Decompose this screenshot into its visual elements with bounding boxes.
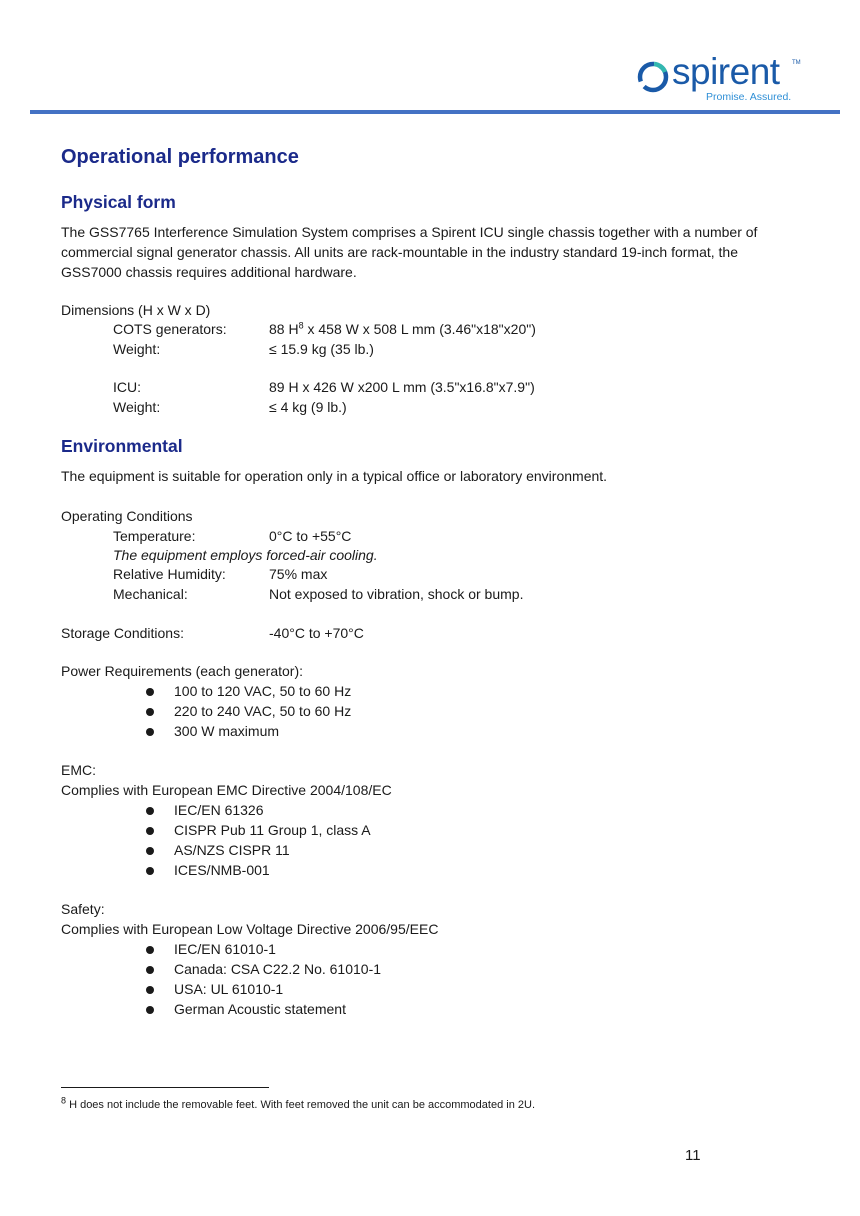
bullet-icon bbox=[146, 986, 154, 994]
header-rule bbox=[30, 110, 840, 114]
cots-label: COTS generators: bbox=[113, 321, 227, 337]
spirent-logo bbox=[636, 51, 806, 104]
logo-tagline: Promise. Assured. bbox=[706, 91, 792, 103]
emc-item: IEC/EN 61326 bbox=[174, 802, 264, 818]
section-title: Operational performance bbox=[61, 146, 299, 168]
mechanical-label: Mechanical: bbox=[113, 586, 188, 602]
icu-weight-label: Weight: bbox=[113, 399, 161, 415]
footnote-mark: 8 bbox=[61, 1095, 67, 1106]
bullet-icon bbox=[146, 966, 154, 974]
cooling-note: The equipment employs forced-air cooling. bbox=[113, 547, 378, 563]
emc-label: EMC: bbox=[61, 762, 96, 778]
safety-label: Safety: bbox=[61, 901, 105, 917]
bullet-icon bbox=[146, 847, 154, 855]
page-number: 11 bbox=[685, 1147, 701, 1164]
logo-wordmark: spirent bbox=[672, 51, 780, 92]
safety-item: German Acoustic statement bbox=[174, 1001, 346, 1017]
bullet-icon bbox=[146, 688, 154, 696]
storage-conditions-label: Storage Conditions: bbox=[61, 625, 184, 641]
bullet-icon bbox=[146, 708, 154, 716]
temperature-value: 0°C to +55°C bbox=[269, 528, 352, 544]
dimensions-label: Dimensions (H x W x D) bbox=[61, 302, 211, 318]
cots-value: 88 $H^8$ x 458 W x 508 L mm (3.46"x18"x20") bbox=[269, 320, 536, 337]
icu-label: ICU: bbox=[113, 379, 141, 395]
bullet-icon bbox=[146, 1006, 154, 1014]
physical-form-paragraph: The GSS7765 Interference Simulation System comprises a Spirent ICU single chassis together with a number of commercial signal generator chassis. All units are rack-mountable in the industry standard 19-inch format, the GSS7000 chassis requires additional hardware. bbox=[61, 224, 758, 280]
cots-weight-value: ≤ 15.9 kg (35 lb.) bbox=[269, 341, 374, 357]
power-requirements-label: Power Requirements (each generator): bbox=[61, 663, 304, 679]
bullet-icon bbox=[146, 728, 154, 736]
emc-item: CISPR Pub 11 Group 1, class A bbox=[174, 822, 371, 838]
humidity-value: 75% max bbox=[269, 566, 328, 582]
power-item: 300 W maximum bbox=[174, 723, 280, 739]
footnote bbox=[61, 1095, 535, 1112]
safety-item: IEC/EN 61010-1 bbox=[174, 941, 276, 957]
safety-item: USA: UL 61010-1 bbox=[174, 981, 284, 997]
power-item: 100 to 120 VAC, 50 to 60 Hz bbox=[174, 683, 352, 699]
environmental-paragraph: The equipment is suitable for operation only in a typical office or laboratory environment. bbox=[61, 468, 608, 484]
safety-item: Canada: CSA C22.2 No. 61010-1 bbox=[174, 961, 382, 977]
icu-value: 89 H x 426 W x200 L mm (3.5"x16.8"x7.9") bbox=[269, 379, 535, 395]
power-item: 220 to 240 VAC, 50 to 60 Hz bbox=[174, 703, 352, 719]
bullet-icon bbox=[146, 946, 154, 954]
humidity-label: Relative Humidity: bbox=[113, 566, 226, 582]
heading-physical-form: Physical form bbox=[61, 192, 176, 212]
icu-weight-value: ≤ 4 kg (9 lb.) bbox=[269, 399, 347, 415]
temperature-label: Temperature: bbox=[113, 528, 196, 544]
cots-weight-label: Weight: bbox=[113, 341, 161, 357]
operating-conditions-label: Operating Conditions bbox=[61, 508, 193, 524]
bullet-icon bbox=[146, 827, 154, 835]
footnote-ref: 8 bbox=[298, 320, 304, 331]
storage-conditions-value: -40°C to +70°C bbox=[269, 625, 364, 641]
emc-item: AS/NZS CISPR 11 bbox=[174, 842, 290, 858]
logo-trademark: TM bbox=[792, 60, 801, 66]
mechanical-value: Not exposed to vibration, shock or bump. bbox=[269, 586, 524, 602]
emc-statement: Complies with European EMC Directive 2004/108/EC bbox=[61, 782, 392, 798]
bullet-icon bbox=[146, 807, 154, 815]
bullet-icon bbox=[146, 867, 154, 875]
emc-item: ICES/NMB-001 bbox=[174, 862, 270, 878]
spirent-ring-icon bbox=[636, 60, 670, 94]
heading-environmental: Environmental bbox=[61, 436, 183, 456]
footnote-text: H does not include the removable feet. With feet removed the unit can be accommodated in 2U. bbox=[66, 1099, 535, 1111]
safety-statement: Complies with European Low Voltage Directive 2006/95/EEC bbox=[61, 921, 439, 937]
footnote-divider bbox=[61, 1087, 269, 1088]
